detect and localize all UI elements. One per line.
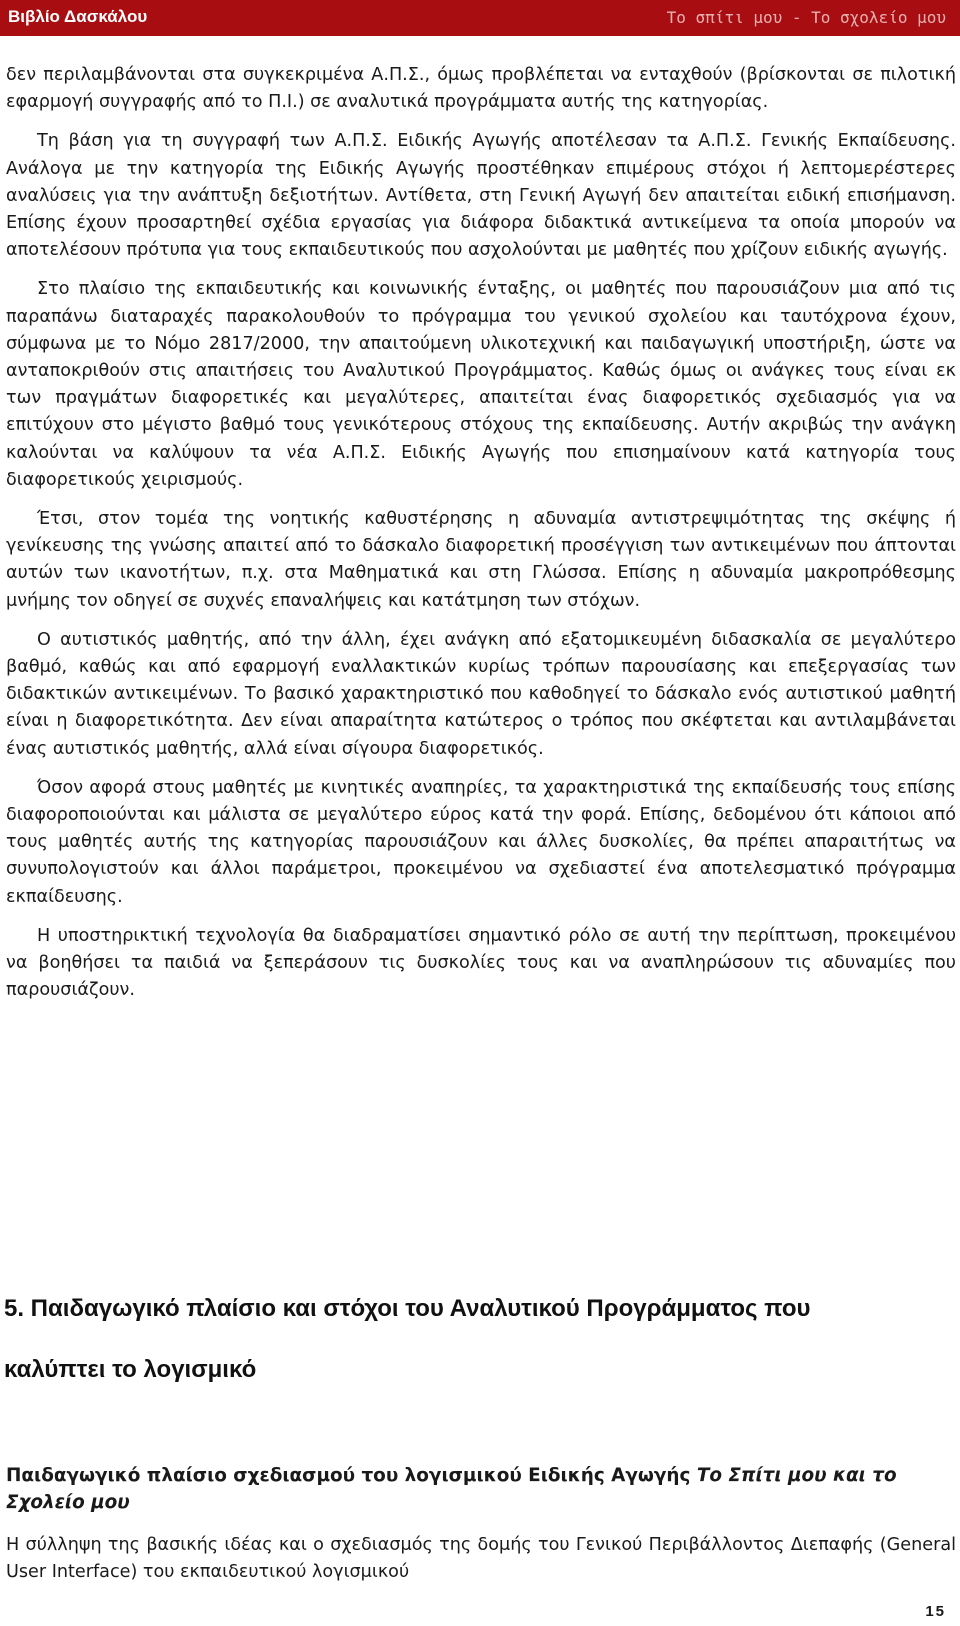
paragraph-2: Τη βάση για τη συγγραφή των Α.Π.Σ. Ειδικής Αγωγής αποτέλεσαν τα Α.Π.Σ. Γενικής Εκπαίδευσης. Ανάλογα με την κατηγορία της Ειδικής Αγωγής προστέθηκαν επιμέρους στόχοι ή λεπτομερέστερες αναλύσεις για την ανάπτυξη δεξιοτήτων. Αντίθετα, στη Γενική Αγωγή δεν απαιτείται ειδική επισήμανση. Επίσης έχουν προσαρτηθεί σχέδια εργασίας για διάφορα διδακτικά αντικείμενα τα οποία μπορούν να αποτελέσουν πρότυπα για τους εκπαιδευτικούς που ασχολούνται με μαθητές που χρίζουν ειδικής αγωγής.	[6, 131, 956, 261]
page-body	[6, 62, 956, 1005]
subsection-heading	[6, 1462, 956, 1516]
paragraph-6: Όσον αφορά στους μαθητές με κινητικές αναπηρίες, τα χαρακτηριστικά της εκπαίδευσής τους επίσης διαφοροποιούνται και μάλιστα σε μεγαλύτερο εύρος κατά την φορά. Επίσης, δεδομένου ότι κάποιοι από τους μαθητές αυτής της κατηγορίας παρουσιάζουν και άλλες δυσκολίες, θα πρέπει απαραιτήτως να συνυπολογιστούν και άλλοι παράμετροι, προκειμένου να σχεδιαστεί ένα αποτελεσματικό πρόγραμμα εκπαίδευσης.	[6, 777, 956, 907]
subsection	[6, 1462, 956, 1586]
subsection-body: Η σύλληψη της βασικής ιδέας και ο σχεδιασμός της δομής του Γενικού Περιβάλλοντος Διεπαφής (General User Interface) του εκπαιδευτικού λογισμικού	[6, 1535, 956, 1583]
paragraph-1: δεν περιλαμβάνονται στα συγκεκριμένα Α.Π.Σ., όμως προβλέπεται να ενταχθούν (βρίσκονται σε πιλοτική εφαρμογή συγγραφής από το Π.Ι.) σε αναλυτικά προγράμματα αυτής της κατηγορίας.	[6, 65, 956, 113]
page-header	[0, 0, 960, 36]
paragraph-3: Στο πλαίσιο της εκπαιδευτικής και κοινωνικής ένταξης, οι μαθητές που παρουσιάζουν μια από τις παραπάνω διαταραχές παρακολουθούν το πρόγραμμα του γενικού σχολείου και ταυτόχρονα έχουν, σύμφωνα με το Νόμο 2817/2000, την απαιτούμενη υλικοτεχνική και παιδαγωγική υποστήριξη, ώστε να ανταποκριθούν στις απαιτήσεις του Αναλυτικού Προγράμματος. Καθώς όμως οι ανάγκες τους είναι εκ των πραγμάτων διαφορετικές και μεγαλύτερες, απαιτείται ένας διαφορετικός σχεδιασμός για να επιτύχουν στο μέγιστο βαθμό τους γενικότερους στόχους της εκπαίδευσης. Αυτήν ακριβώς την ανάγκη καλούνται να καλύψουν τα νέα Α.Π.Σ. Ειδικής Αγωγής που επισημαίνουν κατά κατηγορία τους διαφορετικούς χειρισμούς.	[6, 279, 956, 490]
section-title-line-2: καλύπτει το λογισμικό	[4, 1356, 257, 1383]
paragraph-7: Η υποστηρικτική τεχνολογία θα διαδραματίσει σημαντικό ρόλο σε αυτή την περίπτωση, προκειμένου να βοηθήσει τα παιδιά να ξεπεράσουν τις δυσκολίες τους και να αναπληρώσουν τις αδυναμίες που παρουσιάζουν.	[6, 925, 956, 1001]
page-number: 15	[925, 1603, 946, 1620]
subsection-heading-prefix: Παιδαγωγικό πλαίσιο σχεδιασμού του λογισμικού Ειδικής Αγωγής	[6, 1465, 697, 1486]
software-title: Το σπίτι μου - Το σχολείο μου	[666, 8, 946, 27]
section-title-line-1: 5. Παιδαγωγικό πλαίσιο και στόχοι του Αναλυτικού Προγράμματος που	[4, 1295, 811, 1322]
paragraph-4: Έτσι, στον τομέα της νοητικής καθυστέρησης η αδυναμία αντιστρεψιμότητας της σκέψης ή γενίκευσης της γνώσης απαιτεί από το δάσκαλο διαφορετική προσέγγιση των αντικειμένων που άπτονται αυτών των ικανοτήτων, π.χ. στα Μαθηματικά και στη Γλώσσα. Επίσης η αδυναμία μακροπρόθεσμης μνήμης τον οδηγεί σε συχνές επαναλήψεις και κατάτμηση των στόχων.	[6, 509, 956, 611]
paragraph-5: Ο αυτιστικός μαθητής, από την άλλη, έχει ανάγκη από εξατομικευμένη διδασκαλία σε μεγαλύτερο βαθμό, καθώς και από εφαρμογή εναλλακτικών κυρίως τρόπων παρουσίασης και επεξεργασίας των διδακτικών αντικειμένων. Το βασικό χαρακτηριστικό που καθοδηγεί το δάσκαλο ενός αυτιστικού μαθητή είναι η διαφορετικότητα. Δεν είναι απαραίτητα κατώτερος ο τρόπος που σκέφτεται και αντιλαμβάνεται ένας αυτιστικός μαθητής, αλλά είναι σίγουρα διαφορετικός.	[6, 629, 956, 759]
subsection-heading-italic: Το Σπίτι μου και το Σχολείο μου	[6, 1465, 897, 1513]
book-title: Βιβλίο Δασκάλου	[8, 7, 148, 26]
